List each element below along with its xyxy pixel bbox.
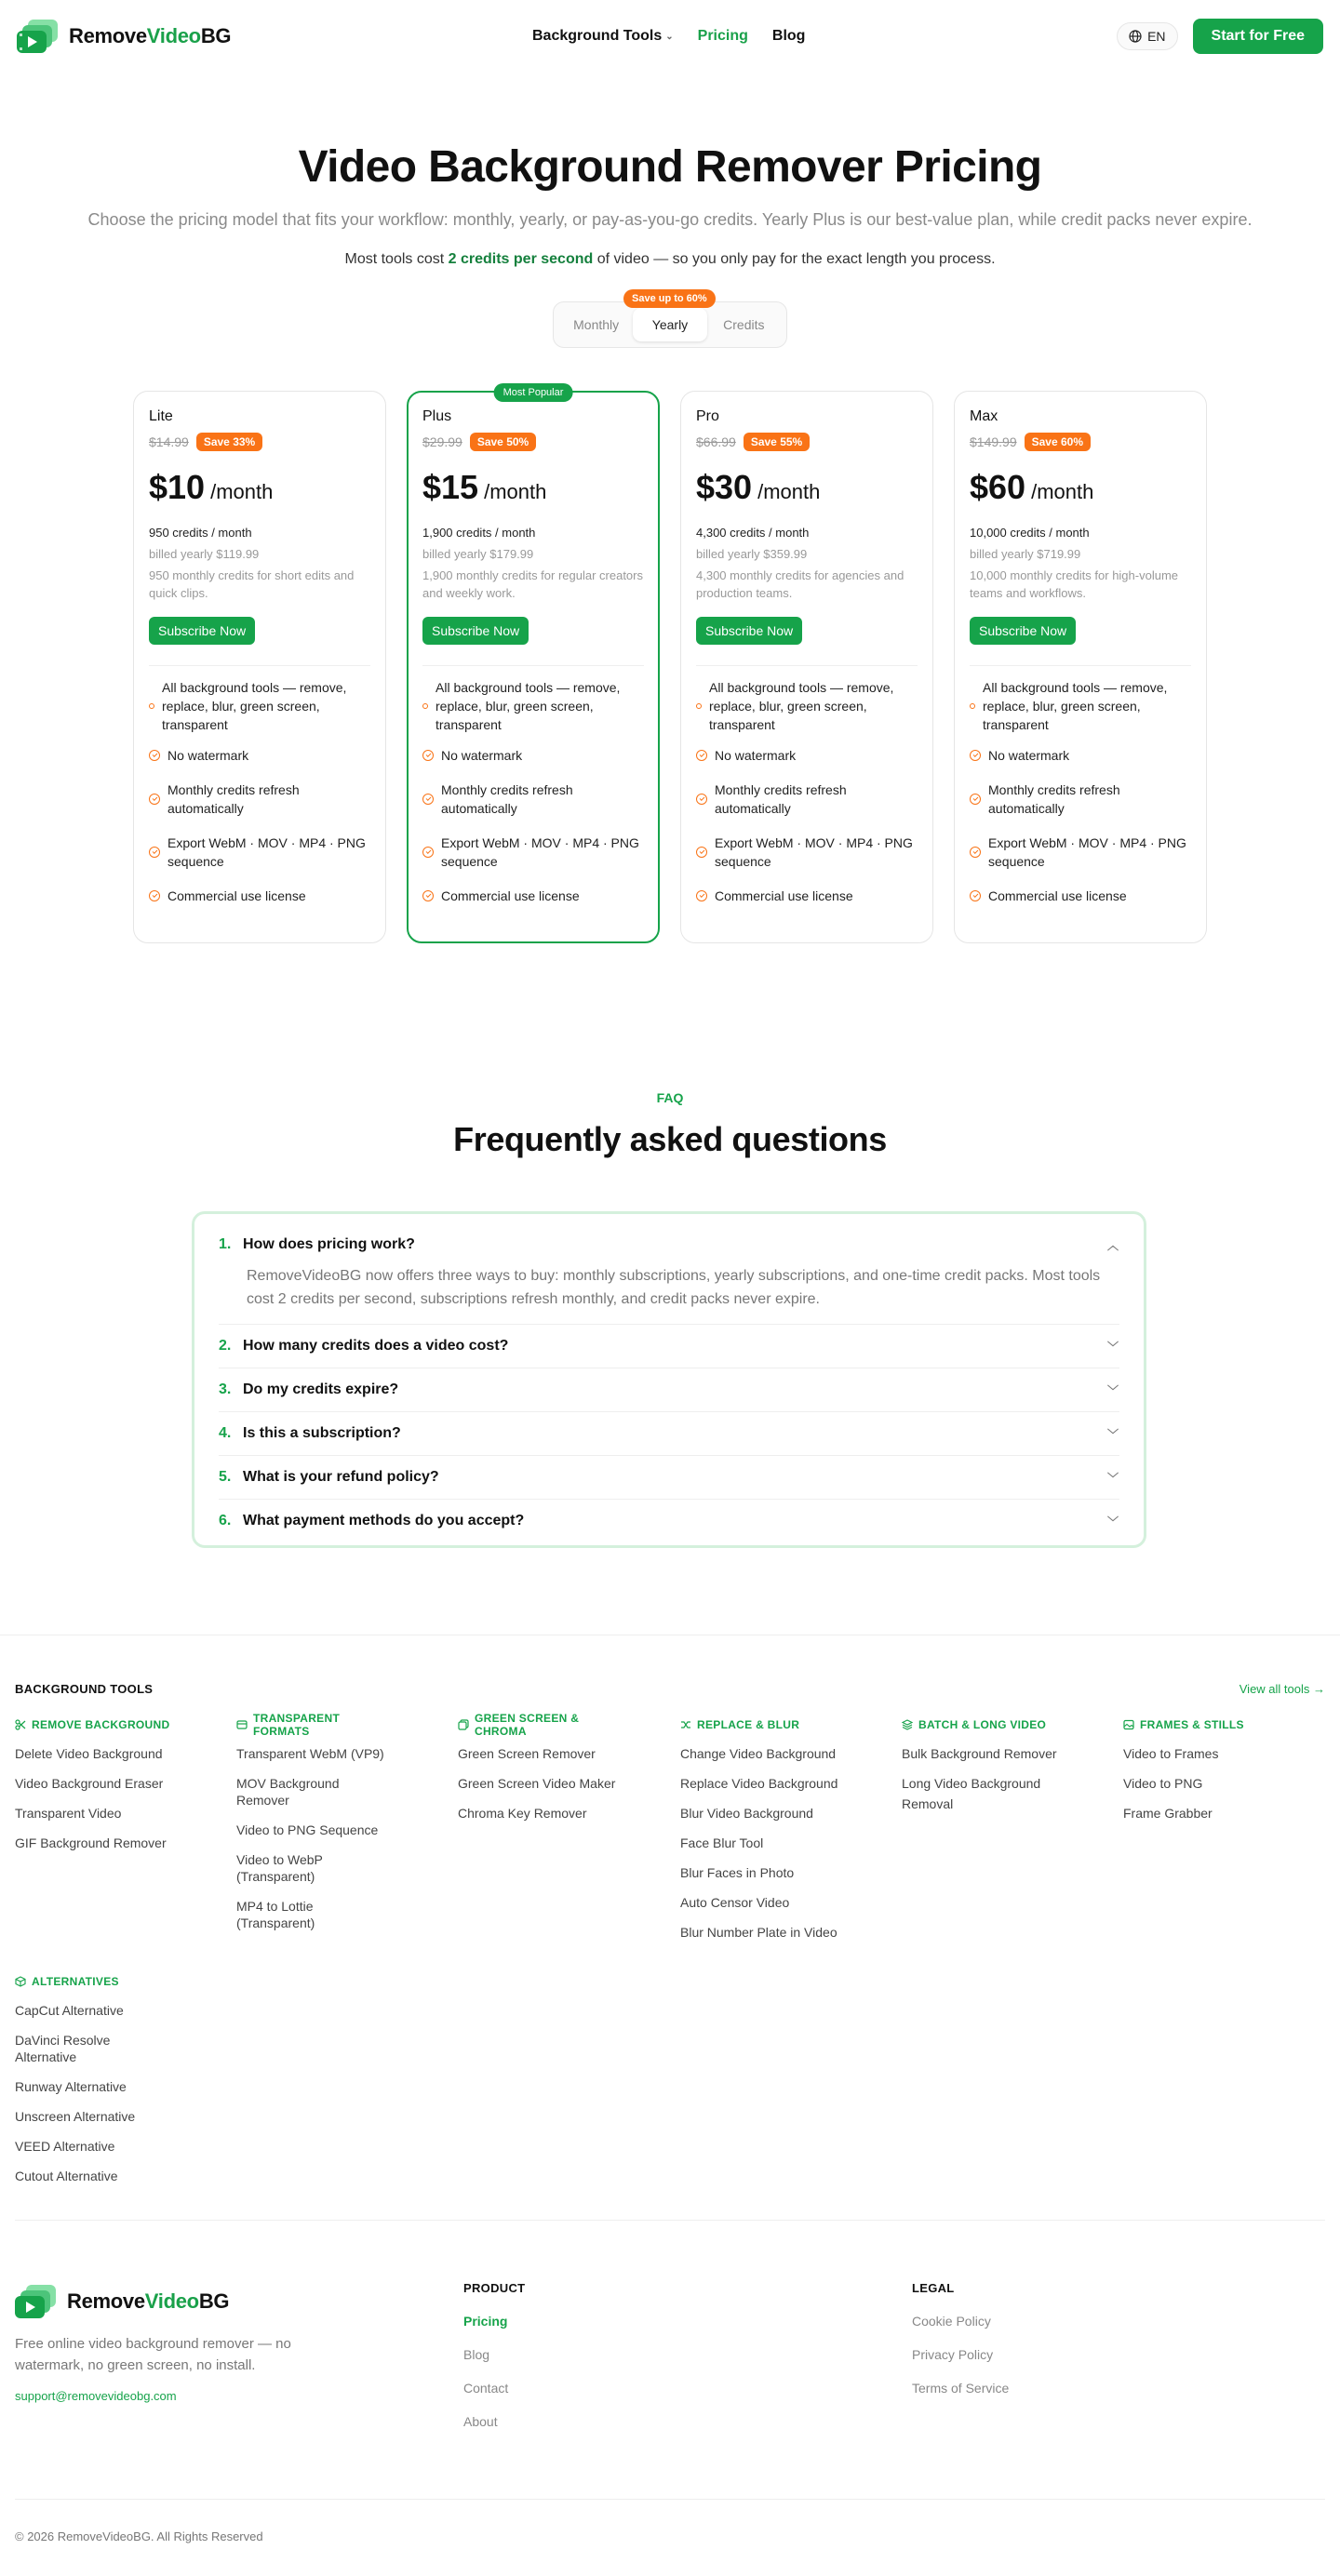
faq-answer: RemoveVideoBG now offers three ways to buy: monthly subscriptions, yearly subscriptions, and one-time credit packs. Most tools cost 2 credits per second, subscriptions refresh monthly, and credit packs never expire. xyxy=(247,1268,1101,1307)
divider xyxy=(422,665,644,666)
footer-product-column xyxy=(463,2281,525,2429)
tool-column-heading: GREEN SCREEN & CHROMA xyxy=(458,1717,616,1732)
footer-link-blog[interactable]: Blog xyxy=(463,2347,490,2362)
footer-divider xyxy=(15,2220,1325,2221)
tool-link[interactable]: GIF Background Remover xyxy=(15,1835,167,1850)
tool-link[interactable]: Face Blur Tool xyxy=(680,1835,764,1850)
nav-blog[interactable]: Blog xyxy=(771,28,806,44)
most-popular-badge: Most Popular xyxy=(494,383,573,402)
toggle-yearly[interactable]: Yearly xyxy=(633,308,706,341)
check-circle-icon xyxy=(149,750,160,761)
billed-yearly: billed yearly $119.99 xyxy=(149,547,260,561)
plan-name: Lite xyxy=(149,408,173,424)
logo-icon xyxy=(15,2283,60,2320)
tool-link[interactable]: MP4 to Lottie (Transparent) xyxy=(236,1899,315,1930)
footer-logo[interactable] xyxy=(15,2283,229,2320)
feature-item: Commercial use license xyxy=(422,887,644,905)
language-label: EN xyxy=(1147,29,1166,44)
tool-link[interactable]: Unscreen Alternative xyxy=(15,2109,136,2124)
check-circle-icon xyxy=(970,794,981,805)
tool-column-batch-long-video xyxy=(902,1717,1060,1814)
tool-link[interactable]: CapCut Alternative xyxy=(15,2003,124,2018)
layers-icon xyxy=(458,1719,469,1730)
chevron-down-icon: ⌄ xyxy=(665,31,674,42)
faq-item xyxy=(219,1325,1119,1368)
feature-item: No watermark xyxy=(149,746,370,765)
toggle-credits[interactable]: Credits xyxy=(723,317,765,332)
plan-price: $60 xyxy=(970,468,1026,506)
feature-item: Monthly credits refresh automatically xyxy=(422,781,644,818)
feature-item: Export WebM · MOV · MP4 · PNG sequence xyxy=(149,834,370,871)
faq-question[interactable]: 4. Is this a subscription? ﹀ xyxy=(219,1425,1119,1441)
faq-item xyxy=(219,1500,1119,1542)
tool-link[interactable]: Replace Video Background xyxy=(680,1776,838,1791)
shuffle-icon xyxy=(680,1719,691,1730)
tool-link[interactable]: Frame Grabber xyxy=(1123,1806,1213,1821)
feature-item: No watermark xyxy=(970,746,1191,765)
tool-column-remove-background xyxy=(15,1717,173,1851)
toggle-monthly[interactable]: Monthly xyxy=(573,317,620,332)
tool-link[interactable]: Video to WebP (Transparent) xyxy=(236,1852,323,1884)
plan-description: 10,000 monthly credits for high-volume teams and workflows. xyxy=(970,568,1179,600)
feature-item: Export WebM · MOV · MP4 · PNG sequence xyxy=(696,834,918,871)
plan-credits: 4,300 credits / month xyxy=(696,526,810,540)
check-circle-icon xyxy=(970,750,981,761)
tool-link[interactable]: MOV Background Remover xyxy=(236,1776,340,1808)
tool-link[interactable]: Long Video Background Removal xyxy=(902,1776,1041,1811)
plan-credits: 10,000 credits / month xyxy=(970,526,1090,540)
feature-item: All background tools — remove, replace, blur, green screen, transparent xyxy=(696,677,918,735)
tool-link[interactable]: Video to Frames xyxy=(1123,1746,1219,1761)
plan-card-pro xyxy=(680,391,933,943)
billed-yearly: billed yearly $719.99 xyxy=(970,547,1081,561)
faq-question[interactable]: 2. How many credits does a video cost? ﹀ xyxy=(219,1338,1119,1354)
tool-column-frames-stills xyxy=(1123,1717,1281,1822)
plan-description: 1,900 monthly credits for regular creators and weekly work. xyxy=(422,568,643,600)
footer-column-heading: PRODUCT xyxy=(463,2281,526,2295)
tool-link[interactable]: Blur Video Background xyxy=(680,1806,813,1821)
footer-link-contact[interactable]: Contact xyxy=(463,2381,509,2396)
tool-column-heading: FRAMES & STILLS xyxy=(1123,1717,1281,1732)
tool-link[interactable]: Blur Number Plate in Video xyxy=(680,1925,838,1940)
billed-yearly: billed yearly $359.99 xyxy=(696,547,808,561)
nav-background-tools[interactable]: Background Tools ⌄ xyxy=(532,28,674,44)
feature-list xyxy=(696,677,918,905)
tool-link[interactable]: Change Video Background xyxy=(680,1746,837,1761)
feature-item: Export WebM · MOV · MP4 · PNG sequence xyxy=(970,834,1191,871)
film-icon xyxy=(236,1719,248,1730)
plan-card-max xyxy=(954,391,1207,943)
check-circle-icon xyxy=(696,703,702,709)
tool-link[interactable]: Video to PNG Sequence xyxy=(236,1822,379,1837)
tool-link[interactable]: Blur Faces in Photo xyxy=(680,1865,795,1880)
old-price: $149.99 xyxy=(970,434,1017,449)
tool-link[interactable]: VEED Alternative xyxy=(15,2139,115,2154)
plan-name: Pro xyxy=(696,408,719,424)
globe-icon xyxy=(1129,30,1142,43)
tool-column-transparent-formats xyxy=(236,1712,395,1931)
tool-column-heading: REMOVE BACKGROUND xyxy=(15,1717,173,1732)
tool-column-heading: ALTERNATIVES xyxy=(15,1974,173,1989)
footer-divider xyxy=(15,2499,1325,2500)
faq-item xyxy=(219,1214,1119,1325)
check-circle-icon xyxy=(422,750,434,761)
price-period: /month xyxy=(210,480,274,503)
plan-card-plus xyxy=(407,387,660,943)
check-circle-icon xyxy=(149,794,160,805)
check-circle-icon xyxy=(696,847,707,858)
feature-item: Export WebM · MOV · MP4 · PNG sequence xyxy=(422,834,644,871)
footer-link-cookie-policy[interactable]: Cookie Policy xyxy=(912,2314,991,2329)
plan-credits: 1,900 credits / month xyxy=(422,526,536,540)
old-price: $66.99 xyxy=(696,434,736,449)
subscribe-button[interactable]: Subscribe Now xyxy=(149,617,255,645)
faq-item xyxy=(219,1368,1119,1412)
feature-item: Monthly credits refresh automatically xyxy=(696,781,918,818)
tool-link[interactable]: Auto Censor Video xyxy=(680,1895,790,1910)
footer-column-heading: LEGAL xyxy=(912,2281,955,2295)
chevron-up-icon: ︿ xyxy=(1106,1238,1119,1252)
tool-link[interactable]: Transparent Video xyxy=(15,1806,122,1821)
tool-column-replace-blur xyxy=(680,1717,838,1941)
old-price: $29.99 xyxy=(422,434,462,449)
faq-question[interactable]: 6. What payment methods do you accept? ﹀ xyxy=(219,1513,1119,1528)
chevron-down-icon: ﹀ xyxy=(1106,1340,1119,1354)
feature-item: Commercial use license xyxy=(970,887,1191,905)
feature-item: All background tools — remove, replace, blur, green screen, transparent xyxy=(149,677,370,735)
check-circle-icon xyxy=(970,847,981,858)
divider xyxy=(970,665,1191,666)
tool-link[interactable]: Runway Alternative xyxy=(15,2079,127,2094)
cube-icon xyxy=(15,1976,26,1987)
plans-grid xyxy=(133,387,1207,943)
scissors-icon xyxy=(15,1719,26,1730)
check-circle-icon xyxy=(422,847,434,858)
site-header xyxy=(0,0,1340,73)
tool-link[interactable]: Delete Video Background xyxy=(15,1746,163,1761)
main-nav xyxy=(532,0,805,73)
check-circle-icon xyxy=(696,750,707,761)
price-period: /month xyxy=(1031,480,1094,503)
brand-name: RemoveVideoBG xyxy=(67,2289,230,2313)
tool-link[interactable]: Cutout Alternative xyxy=(15,2169,118,2183)
view-all-tools-link[interactable]: View all tools → xyxy=(1239,1682,1325,1696)
check-circle-icon xyxy=(970,703,975,709)
feature-list xyxy=(149,677,370,905)
faq-question[interactable]: 1. How does pricing work? ︿ xyxy=(219,1236,1119,1252)
subscribe-button[interactable]: Subscribe Now xyxy=(422,617,529,645)
tool-column-green-screen-chroma xyxy=(458,1712,616,1822)
footer-link-about[interactable]: About xyxy=(463,2414,498,2429)
plan-description: 4,300 monthly credits for agencies and production teams. xyxy=(696,568,904,600)
feature-item: Commercial use license xyxy=(149,887,370,905)
save-badge: Save 33% xyxy=(196,433,262,451)
check-circle-icon xyxy=(696,890,707,901)
brand-logo[interactable] xyxy=(17,18,231,55)
feature-item: No watermark xyxy=(696,746,918,765)
brand-name: RemoveVideoBG xyxy=(69,24,232,47)
footer-description: Free online video background remover — no watermark, no green screen, no install. xyxy=(15,2336,291,2373)
chevron-down-icon: ﹀ xyxy=(1106,1383,1119,1397)
check-circle-icon xyxy=(422,794,434,805)
save-up-to-badge: Save up to 60% xyxy=(623,289,716,308)
plan-name: Plus xyxy=(422,408,452,424)
plan-card-lite xyxy=(133,391,386,943)
save-badge: Save 55% xyxy=(744,433,810,451)
chevron-down-icon: ﹀ xyxy=(1106,1427,1119,1441)
tools-heading: BACKGROUND TOOLS xyxy=(15,1682,154,1696)
plan-name: Max xyxy=(970,408,998,424)
plan-description: 950 monthly credits for short edits and quick clips. xyxy=(149,568,355,600)
tool-link[interactable]: DaVinci Resolve Alternative xyxy=(15,2033,111,2064)
footer-legal-column xyxy=(912,2281,1009,2396)
check-circle-icon xyxy=(149,703,154,709)
price-period: /month xyxy=(757,480,821,503)
tool-column-heading: REPLACE & BLUR xyxy=(680,1717,838,1732)
divider xyxy=(149,665,370,666)
language-selector[interactable] xyxy=(1117,22,1177,50)
start-for-free-button[interactable]: Start for Free xyxy=(1193,19,1323,54)
tool-column-heading: BATCH & LONG VIDEO xyxy=(902,1717,1060,1732)
nav-pricing[interactable]: Pricing xyxy=(697,28,748,44)
check-circle-icon xyxy=(149,890,160,901)
faq-tag: FAQ xyxy=(656,1090,684,1105)
tool-link[interactable]: Bulk Background Remover xyxy=(902,1746,1057,1761)
check-circle-icon xyxy=(970,890,981,901)
faq-question[interactable]: 5. What is your refund policy? ﹀ xyxy=(219,1469,1119,1485)
billed-yearly: billed yearly $179.99 xyxy=(422,547,534,561)
feature-list xyxy=(422,677,644,905)
feature-item: All background tools — remove, replace, blur, green screen, transparent xyxy=(422,677,644,735)
image-icon xyxy=(1123,1719,1134,1730)
tool-column-alternatives xyxy=(15,1974,173,2184)
support-email-link[interactable]: support@removevideobg.com xyxy=(15,2389,177,2403)
plan-price: $10 xyxy=(149,468,206,506)
page-title: Video Background Remover Pricing xyxy=(298,142,1042,192)
faq-item xyxy=(219,1412,1119,1456)
footer-link-privacy-policy[interactable]: Privacy Policy xyxy=(912,2347,994,2362)
page-subtitle: Choose the pricing model that fits your workflow: monthly, yearly, or pay-as-you-go credits. Yearly Plus is our best-value plan, while credit packs never expire. xyxy=(87,210,1253,229)
footer-link-pricing[interactable]: Pricing xyxy=(463,2314,508,2329)
feature-item: All background tools — remove, replace, blur, green screen, transparent xyxy=(970,677,1191,735)
save-badge: Save 60% xyxy=(1025,433,1091,451)
check-circle-icon xyxy=(696,794,707,805)
tool-link[interactable]: Video Background Eraser xyxy=(15,1776,164,1791)
faq-item xyxy=(219,1456,1119,1500)
check-circle-icon xyxy=(422,890,434,901)
plan-price: $30 xyxy=(696,468,753,506)
feature-item: No watermark xyxy=(422,746,644,765)
faq-list xyxy=(192,1211,1146,1548)
tool-link[interactable]: Green Screen Video Maker xyxy=(458,1776,616,1791)
faq-question[interactable]: 3. Do my credits expire? ﹀ xyxy=(219,1381,1119,1397)
plan-credits: 950 credits / month xyxy=(149,526,252,540)
footer-link-terms[interactable]: Terms of Service xyxy=(912,2381,1010,2396)
feature-item: Monthly credits refresh automatically xyxy=(970,781,1191,818)
credits-note: Most tools cost 2 credits per second of video — so you only pay for the exact length you process. xyxy=(344,251,996,267)
price-period: /month xyxy=(484,480,547,503)
divider xyxy=(696,665,918,666)
logo-icon xyxy=(17,18,61,55)
copyright: © 2026 RemoveVideoBG. All Rights Reserved xyxy=(15,2529,263,2543)
check-circle-icon xyxy=(422,703,428,709)
subscribe-button[interactable]: Subscribe Now xyxy=(970,617,1076,645)
subscribe-button[interactable]: Subscribe Now xyxy=(696,617,802,645)
chevron-down-icon: ﹀ xyxy=(1106,1471,1119,1485)
feature-item: Commercial use license xyxy=(696,887,918,905)
check-circle-icon xyxy=(149,847,160,858)
faq-title: Frequently asked questions xyxy=(453,1120,887,1158)
feature-item: Monthly credits refresh automatically xyxy=(149,781,370,818)
tool-link[interactable]: Green Screen Remover xyxy=(458,1746,596,1761)
billing-toggle xyxy=(553,301,787,348)
plan-price: $15 xyxy=(422,468,479,506)
tool-link[interactable]: Chroma Key Remover xyxy=(458,1806,587,1821)
feature-list xyxy=(970,677,1191,905)
stack-icon xyxy=(902,1719,913,1730)
tool-link[interactable]: Transparent WebM (VP9) xyxy=(236,1746,384,1761)
tool-column-heading: TRANSPARENT FORMATS xyxy=(236,1717,395,1732)
tool-link[interactable]: Video to PNG xyxy=(1123,1776,1203,1791)
chevron-down-icon: ﹀ xyxy=(1106,1515,1119,1528)
save-badge: Save 50% xyxy=(470,433,536,451)
old-price: $14.99 xyxy=(149,434,189,449)
